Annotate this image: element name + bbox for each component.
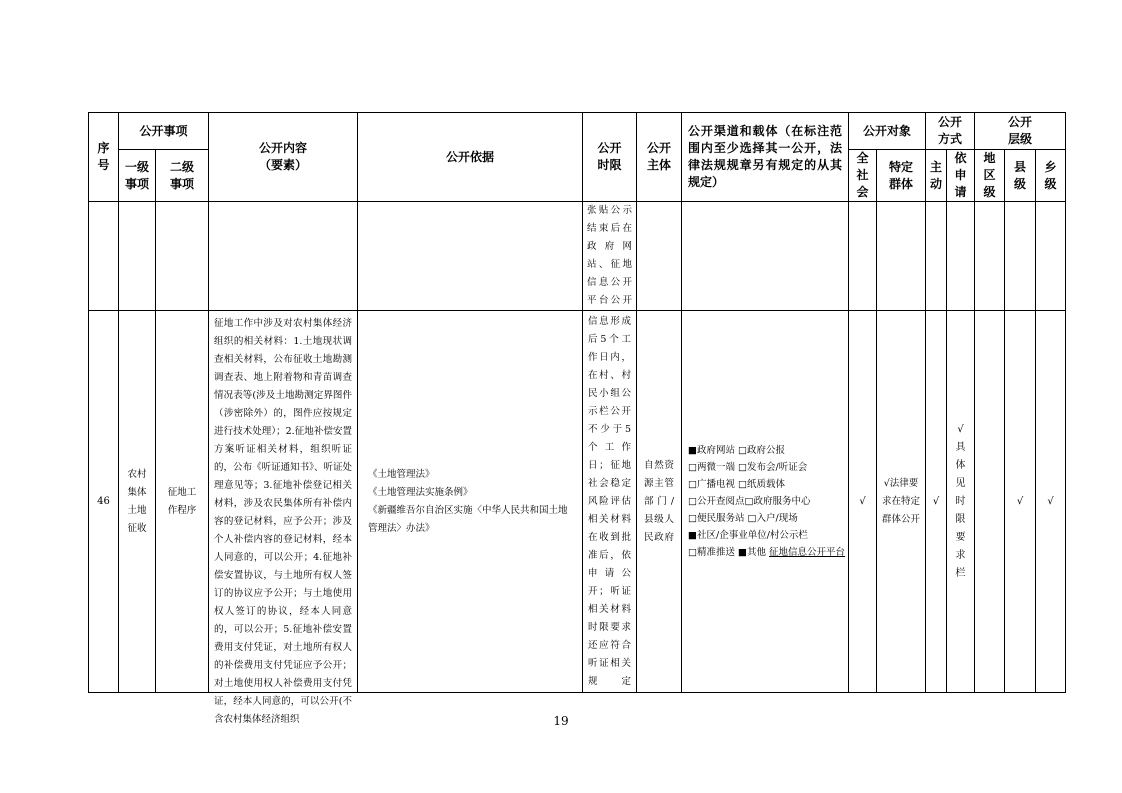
row-level2: 征地工作程序 — [156, 311, 209, 693]
row-specific-group: √法律要求在特定群体公开 — [877, 311, 926, 693]
header-township: 乡级 — [1036, 150, 1066, 202]
header-county: 县级 — [1005, 150, 1036, 202]
header-whole-society: 全社会 — [849, 150, 877, 202]
channel-line: □便民服务站 □入户/现场 — [688, 513, 798, 524]
channel-line: □精准推送 ■其他 征地信息公开平台 — [688, 547, 846, 558]
header-matters: 公开事项 — [119, 113, 209, 150]
header-method: 公开方式 — [926, 113, 975, 150]
header-seq: 序号 — [89, 113, 119, 202]
channel-line: □广播电视 □纸质载体 — [688, 479, 785, 490]
channel-line: ■政府网站 □政府公报 — [688, 445, 785, 456]
header-region: 地区级 — [975, 150, 1005, 202]
row-basis: 《土地管理法》 《土地管理法实施条例》 《新疆维吾尔自治区实施〈中华人民共和国土地管理法〉办法》 — [358, 311, 583, 693]
row-level1: 农村集体土地征收 — [119, 311, 156, 693]
table-row — [89, 202, 1066, 311]
page-number: 19 — [553, 714, 569, 728]
header-tier: 公开层级 — [975, 113, 1066, 150]
row-seq: 46 — [89, 311, 119, 693]
header-channel: 公开渠道和载体（在标注范围内至少选择其一公开，法律法规规章另有规定的从其规定） — [682, 113, 849, 202]
row-subject: 自然资源主管部门/县级人民政府 — [637, 311, 682, 693]
header-on-request: 依申请 — [947, 150, 975, 202]
row-region — [975, 311, 1005, 693]
channel-line: □公开查阅点□政府服务中心 — [688, 496, 811, 507]
row-township: √ — [1036, 311, 1066, 693]
header-basis: 公开依据 — [358, 113, 583, 202]
header-specific-group: 特定群体 — [877, 150, 926, 202]
header-level2: 二级事项 — [156, 150, 209, 202]
row-content: 征地工作中涉及对农村集体经济组织的相关材料：1.土地现状调查相关材料，公布征收土地勘测调查表、地上附着物和青苗调查情况表等(涉及土地勘测定界图件（涉密除外）的，图件应按规定进行技术处理）；2.征地补偿安置方案听证相关材料，组织听证的，公布《听证通知书》、听证处理意见等；3.征地补偿登记相关材料，涉及农民集体所有补偿内容的登记材料，应予公开；涉及个人补偿内容的登记材料，经本人同意的，可以公开；4.征地补偿安置协议，与土地所有权人签订的协议应予公开；与土地使用权人签订的协议，经本人同意的，可以公开；5.征地补偿安置费用支付凭证，对土地所有权人的补偿费用支付凭证应予公开；对土地使用权人补偿费用支付凭证，经本人同意的，可以公开(不含农村集体经济组织 — [209, 311, 358, 693]
channel-line: ■社区/企事业单位/村公示栏 — [688, 530, 808, 541]
channel-line: □两微一端 □发布会/听证会 — [688, 462, 808, 473]
row-whole-society: √ — [849, 311, 877, 693]
header-time-limit: 公开时限 — [583, 113, 637, 202]
header-content: 公开内容 （要素） — [209, 113, 358, 202]
row-county: √ — [1005, 311, 1036, 693]
header-proactive: 主动 — [926, 150, 947, 202]
header-level1: 一级事项 — [119, 150, 156, 202]
table-row — [89, 311, 1066, 693]
row-channels — [682, 311, 849, 693]
channel-other-text: 征地信息公开平台 — [769, 547, 846, 558]
row-time-limit: 信息形成后5个工作日内，在村、村民小组公示栏公开不少于5个工作日；征地社会稳定风险评估相关材料在收到批准后，依申请公开；听证相关材料时限要求还应符合听证相关规定 — [583, 311, 637, 693]
continuation-time-limit: 张贴公示结束后在政府网站、征地信息公开平台公开 — [583, 202, 637, 311]
row-on-request: √具体见时限要求栏 — [947, 311, 975, 693]
row-proactive: √ — [926, 311, 947, 693]
header-subject: 公开主体 — [637, 113, 682, 202]
header-target: 公开对象 — [849, 113, 926, 150]
